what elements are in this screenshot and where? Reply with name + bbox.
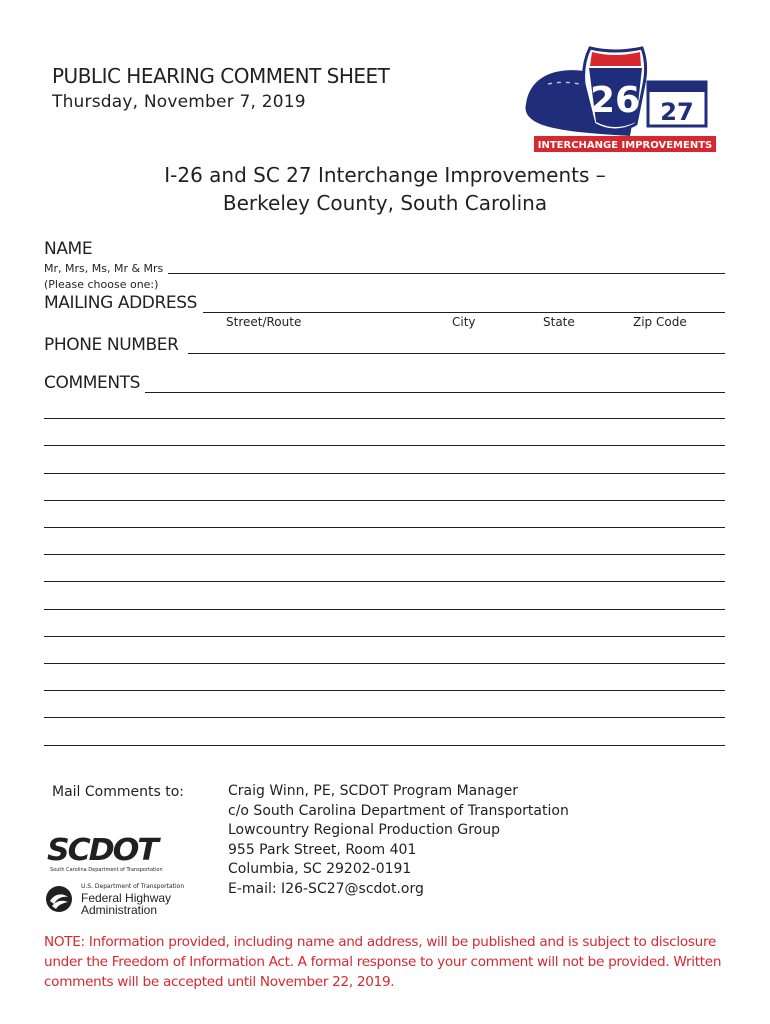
- project-title-line-2: Berkeley County, South Carolina: [222, 191, 548, 215]
- interchange-logo: [520, 44, 720, 156]
- mail-line: 955 Park Street, Room 401: [228, 841, 417, 858]
- fhwa-name: [81, 892, 171, 916]
- comments-line[interactable]: [44, 663, 725, 664]
- mail-line: Craig Winn, PE, SCDOT Program Manager: [228, 783, 518, 799]
- foia-note: NOTE: Information provided, including name and address, will be published and is subject to disclosure under the Freedom of Information Act. A formal response to your comment will not be provided. Written comments will be accepted until November 22, 2019.: [44, 934, 722, 990]
- street-route-caption: Street/Route: [226, 315, 302, 329]
- state-caption: State: [543, 315, 575, 329]
- comments-line[interactable]: [44, 717, 725, 718]
- project-title-line-1: I-26 and SC 27 Interchange Improvements –: [164, 163, 606, 187]
- comments-line[interactable]: [44, 745, 725, 746]
- form-title: PUBLIC HEARING COMMENT SHEET: [52, 64, 390, 88]
- comments-line[interactable]: [44, 690, 725, 691]
- comments-line[interactable]: [44, 636, 725, 637]
- usdot-name: U.S. Department of Transportation: [81, 883, 185, 890]
- comments-line[interactable]: [44, 473, 725, 474]
- fhwa-line-2: Administration: [81, 903, 158, 917]
- mail-line: Columbia, SC 29202-0191: [228, 861, 412, 878]
- name-label: NAME: [44, 239, 93, 259]
- comments-label: COMMENTS: [44, 373, 141, 393]
- comments-line[interactable]: [145, 392, 725, 393]
- mail-address-block: [228, 782, 569, 900]
- interchange-banner-text: INTERCHANGE IMPROVEMENTS: [537, 140, 713, 151]
- route-26-number: 26: [589, 80, 641, 121]
- phone-number-label: PHONE NUMBER: [44, 335, 179, 355]
- salutation-hint-2: (Please choose one:): [44, 278, 159, 291]
- zip-code-caption: Zip Code: [633, 315, 687, 329]
- salutation-hint: Mr, Mrs, Ms, Mr & Mrs: [44, 262, 164, 275]
- comments-line[interactable]: [44, 554, 725, 555]
- comments-line[interactable]: [44, 527, 725, 528]
- comments-line[interactable]: [44, 445, 725, 446]
- scdot-full-name: South Carolina Department of Transportation: [50, 867, 163, 873]
- comments-line[interactable]: [44, 418, 725, 419]
- comments-line[interactable]: [44, 581, 725, 582]
- comments-line[interactable]: [44, 500, 725, 501]
- mail-line: c/o South Carolina Department of Transportation: [228, 802, 569, 819]
- city-caption: City: [452, 315, 476, 329]
- name-field[interactable]: [168, 273, 725, 274]
- mailing-address-label: MAILING ADDRESS: [44, 293, 198, 313]
- fhwa-line-1: Federal Highway: [81, 891, 172, 905]
- mail-line: Lowcountry Regional Production Group: [228, 822, 500, 839]
- mail-comments-label: Mail Comments to:: [52, 784, 184, 800]
- phone-number-field[interactable]: [188, 353, 725, 354]
- mailing-address-field[interactable]: [203, 312, 725, 313]
- scdot-logo: SCDOT: [47, 833, 157, 868]
- route-27-number: 27: [660, 98, 694, 126]
- mail-email[interactable]: E-mail: I26-SC27@scdot.org: [228, 880, 424, 897]
- hearing-date: Thursday, November 7, 2019: [52, 92, 306, 112]
- usdot-seal-icon: [45, 885, 73, 913]
- comments-line[interactable]: [44, 609, 725, 610]
